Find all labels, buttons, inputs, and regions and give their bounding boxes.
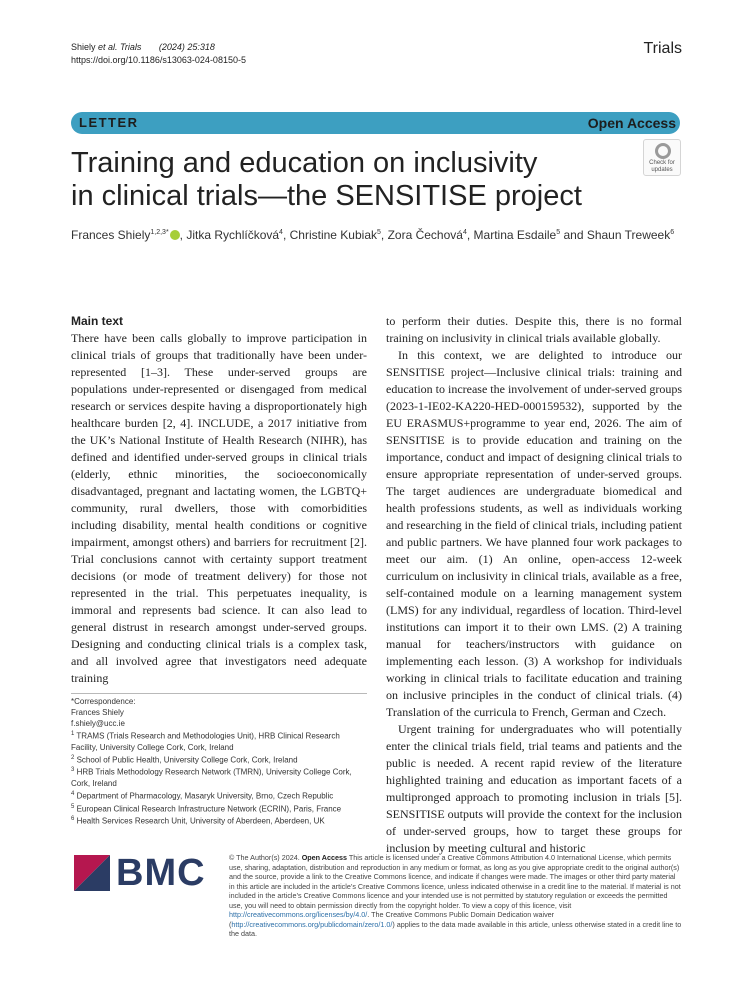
affiliation-3: $^3$ HRB Trials Methodology Research Network (TMRN), University College Cork, Cork, Ireland (71, 767, 352, 788)
citation-year: (2024) 25:318 (158, 42, 215, 52)
author-name[interactable]: , Jitka Rychlíčková (179, 228, 280, 242)
affiliation-2: $^2$ School of Public Health, University College Cork, Cork, Ireland (71, 754, 298, 765)
doi-link[interactable]: https://doi.org/10.1186/s13063-024-08150-5 (71, 55, 246, 65)
citation-header (71, 41, 246, 67)
author-name[interactable]: , Martina Esdaile (466, 228, 557, 242)
orcid-icon[interactable] (170, 230, 180, 240)
author-name[interactable]: Frances Shiely (71, 228, 151, 242)
citation-journal: et al. Trials (98, 42, 142, 52)
body-column-right (386, 313, 682, 857)
body-column-left (71, 313, 367, 687)
cc-by-link[interactable]: http://creativecommons.org/licenses/by/4.0/ (229, 910, 368, 919)
author-name[interactable]: and Shaun Treweek (560, 228, 671, 242)
open-access-bold: Open Access (301, 853, 347, 862)
article-type-label: LETTER (79, 115, 139, 130)
author-affiliation-sup: 5 (377, 229, 381, 236)
correspondence-name: Frances Shiely (71, 708, 124, 717)
check-for-updates-badge[interactable] (643, 139, 681, 176)
author-affiliation-sup: 6 (670, 229, 675, 236)
footnote-divider (71, 693, 367, 694)
correspondence-label: *Correspondence: (71, 697, 136, 706)
affiliation-4: $^4$ Department of Pharmacology, Masaryk University, Brno, Czech Republic (71, 790, 334, 801)
body-paragraph: In this context, we are delighted to introduce our SENSITISE project—Inclusive clinical trials: training and education to increase the involvement of under-served groups (2023-1-IE02-KA220-HED-000159532), supported by the EU ERASMUS+programme to year end, 2026. The aim of SENSITISE is to provide education and training on the importance, conduct and impact of designing clinical trials to ensure appropriate representation of under-served groups. The target audiences are undergraduate biomedical and health professions students, as well as individuals working and researching in the field of clinical trials, including patient and public partners. We have planned four work packages to meet our aim. (1) An online, open-access 12-week curriculum on inclusivity in clinical trials, available as a free, self-contained module on a learning management system (LMS) for any individual, regardless of location. Third-level institutions can import it to their own LMS. (2) A training manual for teachers/instructors with guidance on implementing each lesson. (3) A workshop for individuals working in clinical trials to facilitate education and training on inclusive principles in the conduct of clinical trials. (4) Translation of the curricula to French, German and Czech. (386, 348, 682, 719)
citation-author: Shiely (71, 42, 96, 52)
article-title (71, 147, 631, 213)
cc-zero-link[interactable]: http://creativecommons.org/publicdomain/zero/1.0/ (231, 919, 393, 929)
affiliation-6: $^6$ Health Services Research Unit, University of Aberdeen, Aberdeen, UK (71, 816, 325, 826)
affiliation-5: $^5$ European Clinical Research Infrastructure Network (ECRIN), Paris, France (71, 803, 342, 814)
title-line-1: Training and education on inclusivity (71, 147, 538, 179)
body-paragraph: to perform their duties. Despite this, there is no formal training on inclusivity in clinical trials available globally. (386, 314, 682, 345)
affiliation-1: $^1$ TRAMS (Trials Research and Methodologies Unit), HRB Clinical Research Facility, University College Cork, Cork, Ireland (71, 731, 340, 752)
author-affiliation-sup: 1,2,3* (150, 229, 169, 236)
bmc-logo (74, 852, 224, 894)
license-statement: © The Author(s) 2024. Open Access This article is licensed under a Creative Commons Attribution 4.0 International License, which permits use, sharing, adaptation, distribution and reproduction in any medium or format, as long as you give appropriate credit to the original author(s) and the source, provide a link to the Creative Commons licence, and indicate if changes were made. The images or other third party material in this article are included in the article’s Creative Commons licence, unless indicated otherwise in a credit line to the material. If material is not included in the article’s Creative Commons licence and your intended use is not permitted by statutory regulation or exceeds the permitted use, you will need to obtain permission directly from the copyright holder. To view a copy of this licence, visit http://creativecommons.org/licenses/by/4.0/. The Creative Commons Public Domain Dedication waiver (http://creativecommons.org/publicdomain/zero/1.0/) applies to the data made available in this article, unless otherwise stated in a credit line to the data. (229, 853, 682, 938)
open-access-label: Open Access (587, 115, 676, 131)
section-heading-main-text: Main text (71, 314, 124, 328)
bmc-logo-mark-icon (74, 855, 110, 891)
journal-name: Trials (643, 40, 682, 57)
author-affiliation-sup: 4 (462, 229, 467, 236)
title-line-2: in clinical trials—the SENSITISE project (71, 180, 582, 212)
author-affiliation-sup: 4 (279, 229, 283, 236)
body-paragraph: There have been calls globally to improve participation in clinical trials of groups that traditionally have been under-represented [1–3]. These under-served groups are populations under-represented or disengaged from medical research or services despite having a disproportionately high healthcare burden [2, 4]. INCLUDE, a 2017 initiative from the UK’s National Institute of Health Research (NIHR), has defined and identified under-served groups in clinical trials (elderly, ethnic minorities, the socioeconomically disadvantaged, pregnant and lactating women, the LGBTQ+ community, rural dwellers, those with comorbidities including disability, mental health conditions or cognitive impairment, amongst others) and barriers for recruitment [2]. Trial conclusions cannot with certainty support treatment decisions (or mode of treatment delivery) for those not represented in the trial. This perpetuates inequality, is immoral and represents bad science. It can also lead to general distrust in research amongst under-served groups. Designing and conducting clinical trials is a complex task, and all involved agree that investigators need adequate training (71, 331, 367, 685)
author-affiliation-sup: 5 (556, 229, 561, 236)
check-for-updates-icon (655, 143, 671, 159)
correspondence-email[interactable]: f.shiely@ucc.ie (71, 719, 125, 728)
check-for-updates-text: Check for updates (649, 160, 675, 173)
article-type-banner (71, 112, 680, 134)
author-name[interactable]: , Christine Kubiak (282, 228, 377, 242)
bmc-logo-text: BMC (116, 852, 206, 894)
footnotes (71, 696, 367, 827)
author-name[interactable]: , Zora Čechová (380, 228, 463, 242)
author-list (71, 225, 686, 243)
body-paragraph: Urgent training for undergraduates who will potentially enter the clinical trials field, trial teams and patients and the public is needed. A recent rapid review of the literature highlighted training and education as important facets of a multipronged approach to promoting inclusion in trials [5]. SENSITISE outputs will provide the context for the inclusion of under-served groups, how to target these groups for inclusion by meeting cultural and historic (386, 722, 682, 855)
